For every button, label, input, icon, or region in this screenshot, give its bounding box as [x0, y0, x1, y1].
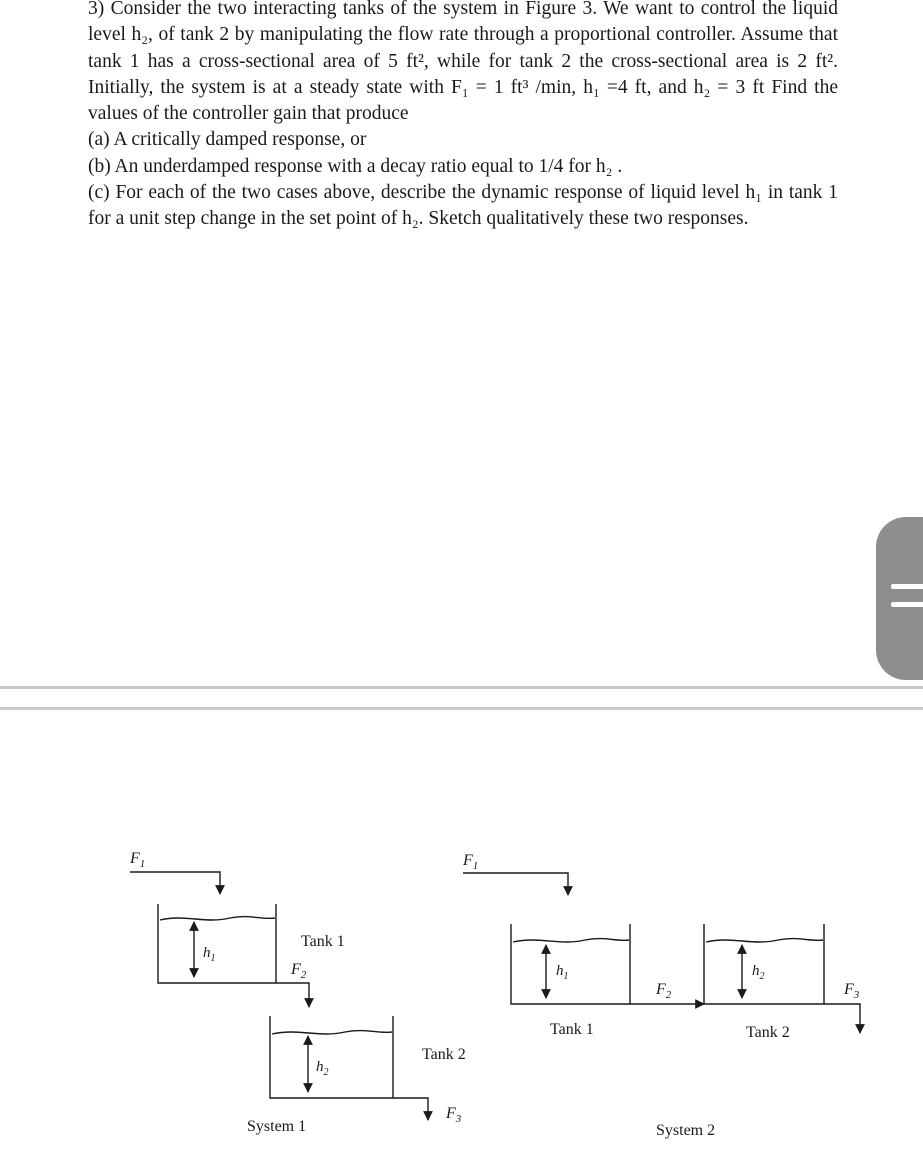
- system2-tank1-label: Tank 1: [550, 1021, 594, 1038]
- system2-outflow-f3: [824, 1004, 860, 1033]
- system1-outflow-f3: [393, 1098, 428, 1120]
- system2-connecting-flow-label: $F_2$: [656, 981, 672, 1001]
- system1-outflow2-label: $F_3$: [446, 1105, 462, 1125]
- side-panel-handle[interactable]: [876, 517, 923, 680]
- system2-inflow-pipe: [463, 873, 568, 895]
- problem-intro: 3) Consider the two interacting tanks of the system in Figure 3. We want to control the liquid level h₂, of tank 2 by manipulating the flow rate through a proportional controller. Assume that tank 1 has a cross-sectional area of 5 ft², while for tank 2 the cross-sectional area is 2 ft². Initially, the system is at a steady state with F₁ = 1 ft³ /min, h₁ =4 ft, and h₂ = 3 ft Find the values of the controller gain that produce: [88, 0, 838, 125]
- system1-level1-label: $h_1$: [203, 945, 216, 964]
- figure-3: [0, 820, 923, 1158]
- system2-level2-label: $h_2$: [752, 963, 765, 982]
- page-divider: [0, 707, 923, 710]
- system2-tank1-surface: [513, 939, 629, 942]
- system1-tank2-surface: [272, 1031, 392, 1034]
- system1-outflow1-label: $F_2$: [291, 961, 307, 981]
- system2-tank2-surface: [706, 939, 823, 942]
- system1-tank1-surface: [160, 917, 275, 920]
- system1-tank2-label: Tank 2: [422, 1046, 466, 1063]
- part-b: (b) An underdamped response with a decay ratio equal to 1/4 for h₂ .: [88, 155, 623, 177]
- system1-tank2: [270, 1016, 393, 1098]
- system1-tank1-label: Tank 1: [301, 933, 345, 950]
- system2-caption: System 2: [656, 1122, 716, 1139]
- system1-inflow-pipe: [130, 872, 220, 894]
- system1-outflow-f2: [276, 983, 309, 1007]
- page-divider: [0, 686, 923, 689]
- part-a: (a) A critically damped response, or: [88, 129, 367, 151]
- system1-tank1: [158, 904, 276, 983]
- system2-tank2: [704, 924, 824, 1004]
- system1-diagram: [130, 872, 428, 1120]
- handle-grip-icon: [891, 584, 923, 589]
- system2-level1-label: $h_1$: [556, 963, 569, 982]
- part-c: (c) For each of the two cases above, describe the dynamic response of liquid level h₁ in tank 1 for a unit step change in the set point of h₂. Sketch qualitatively these two responses.: [88, 182, 838, 230]
- system1-inflow-label: $F_1$: [130, 850, 146, 870]
- system1-caption: System 1: [247, 1118, 307, 1135]
- system1-level2-label: $h_2$: [316, 1059, 329, 1078]
- system2-inflow-label: $F_1$: [463, 852, 479, 872]
- system2-diagram: [463, 873, 860, 1033]
- problem-statement: [88, 0, 838, 233]
- system2-tank2-label: Tank 2: [746, 1024, 790, 1041]
- system2-tank1: [511, 924, 630, 1004]
- handle-grip-icon: [891, 602, 923, 607]
- system2-outflow-label: $F_3$: [844, 981, 860, 1001]
